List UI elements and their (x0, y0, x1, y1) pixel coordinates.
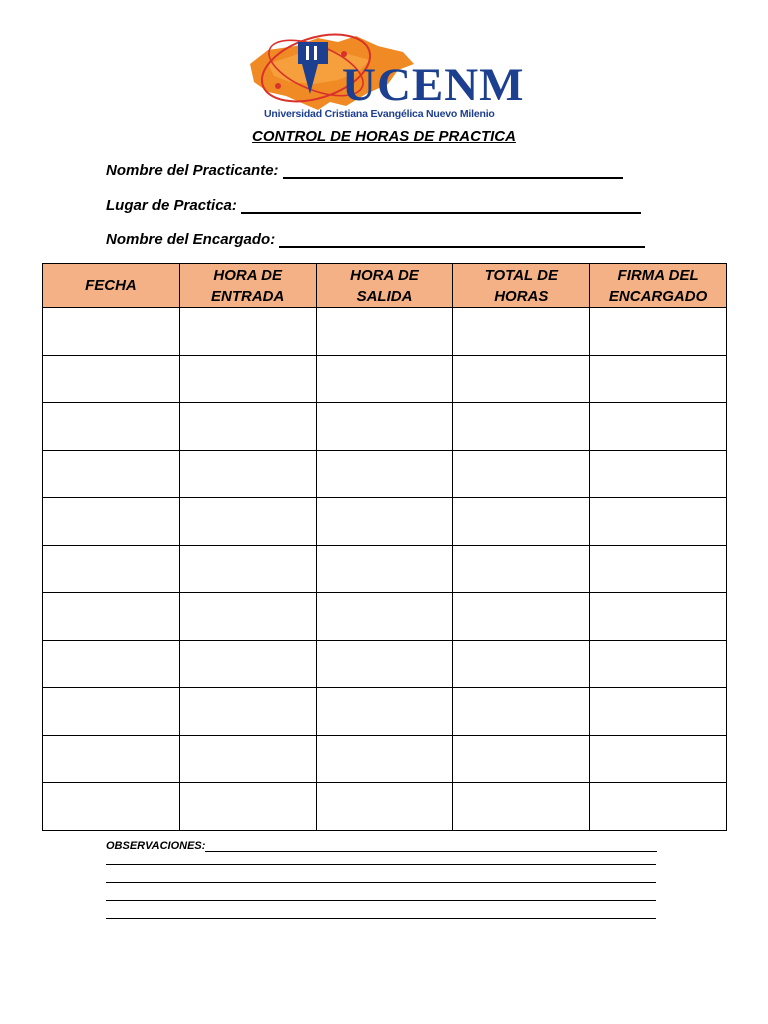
lugar-practica-field (106, 197, 641, 214)
table-row (43, 688, 727, 736)
cell-hora-entrada[interactable] (179, 545, 316, 593)
cell-total-horas[interactable] (453, 688, 590, 736)
cell-hora-entrada[interactable] (179, 450, 316, 498)
cell-hora-entrada[interactable] (179, 308, 316, 356)
cell-hora-salida[interactable] (316, 593, 453, 641)
cell-hora-salida[interactable] (316, 545, 453, 593)
cell-hora-salida[interactable] (316, 450, 453, 498)
table-row (43, 498, 727, 546)
cell-fecha[interactable] (43, 498, 180, 546)
cell-total-horas[interactable] (453, 498, 590, 546)
observations-line[interactable] (106, 918, 656, 919)
table-header-row (43, 264, 727, 308)
cell-fecha[interactable] (43, 403, 180, 451)
cell-fecha[interactable] (43, 783, 180, 831)
table-row (43, 545, 727, 593)
header-hora-salida: HORA DE SALIDA (316, 264, 453, 308)
table-row (43, 403, 727, 451)
cell-hora-salida[interactable] (316, 783, 453, 831)
cell-hora-salida[interactable] (316, 735, 453, 783)
cell-firma-encargado[interactable] (590, 308, 727, 356)
table-body (43, 308, 727, 831)
cell-hora-entrada[interactable] (179, 498, 316, 546)
practicante-name-field (106, 162, 623, 179)
cell-total-horas[interactable] (453, 355, 590, 403)
cell-hora-entrada[interactable] (179, 640, 316, 688)
cell-firma-encargado[interactable] (590, 450, 727, 498)
logo-acronym: UCENM (342, 59, 525, 111)
cell-total-horas[interactable] (453, 735, 590, 783)
cell-hora-salida[interactable] (316, 640, 453, 688)
cell-total-horas[interactable] (453, 545, 590, 593)
cell-firma-encargado[interactable] (590, 688, 727, 736)
logo-university-name: Universidad Cristiana Evangélica Nuevo Milenio (264, 108, 495, 120)
table-row (43, 640, 727, 688)
hours-table (42, 263, 727, 831)
header-hora-entrada: HORA DE ENTRADA (179, 264, 316, 308)
observations-line[interactable] (106, 864, 656, 865)
cell-hora-entrada[interactable] (179, 593, 316, 641)
header-total-horas: TOTAL DE HORAS (453, 264, 590, 308)
cell-hora-entrada[interactable] (179, 403, 316, 451)
cell-fecha[interactable] (43, 688, 180, 736)
encargado-name-blank[interactable] (279, 232, 645, 248)
encargado-name-label: Nombre del Encargado: (106, 231, 276, 248)
cell-fecha[interactable] (43, 593, 180, 641)
cell-fecha[interactable] (43, 545, 180, 593)
cell-total-horas[interactable] (453, 450, 590, 498)
observations-label: OBSERVACIONES: (106, 840, 206, 852)
cell-fecha[interactable] (43, 450, 180, 498)
cell-hora-salida[interactable] (316, 355, 453, 403)
encargado-name-field (106, 231, 645, 248)
lugar-practica-blank[interactable] (241, 198, 641, 214)
cell-firma-encargado[interactable] (590, 403, 727, 451)
form-title: CONTROL DE HORAS DE PRACTICA (252, 128, 516, 145)
cell-hora-salida[interactable] (316, 308, 453, 356)
cell-hora-salida[interactable] (316, 403, 453, 451)
cell-total-horas[interactable] (453, 640, 590, 688)
cell-firma-encargado[interactable] (590, 545, 727, 593)
cell-firma-encargado[interactable] (590, 593, 727, 641)
cell-total-horas[interactable] (453, 593, 590, 641)
lugar-practica-label: Lugar de Practica: (106, 197, 237, 214)
cell-firma-encargado[interactable] (590, 355, 727, 403)
practicante-name-label: Nombre del Practicante: (106, 162, 279, 179)
table-row (43, 593, 727, 641)
cell-fecha[interactable] (43, 355, 180, 403)
table-row (43, 355, 727, 403)
cell-fecha[interactable] (43, 735, 180, 783)
table-row (43, 783, 727, 831)
cell-firma-encargado[interactable] (590, 498, 727, 546)
cell-hora-salida[interactable] (316, 498, 453, 546)
header-firma-encargado: FIRMA DEL ENCARGADO (590, 264, 727, 308)
table-row (43, 450, 727, 498)
cell-hora-entrada[interactable] (179, 783, 316, 831)
practicante-name-blank[interactable] (283, 163, 623, 179)
cell-total-horas[interactable] (453, 783, 590, 831)
observations-blank[interactable] (205, 840, 657, 852)
observations-line[interactable] (106, 900, 656, 901)
cell-firma-encargado[interactable] (590, 783, 727, 831)
header-fecha: FECHA (43, 264, 180, 308)
observations-field (106, 840, 657, 852)
cell-hora-entrada[interactable] (179, 688, 316, 736)
cell-fecha[interactable] (43, 640, 180, 688)
cell-total-horas[interactable] (453, 308, 590, 356)
cell-total-horas[interactable] (453, 403, 590, 451)
cell-hora-salida[interactable] (316, 688, 453, 736)
cell-hora-entrada[interactable] (179, 355, 316, 403)
cell-fecha[interactable] (43, 308, 180, 356)
observations-line[interactable] (106, 882, 656, 883)
cell-firma-encargado[interactable] (590, 640, 727, 688)
cell-firma-encargado[interactable] (590, 735, 727, 783)
table-row (43, 735, 727, 783)
ucenm-logo (238, 24, 525, 124)
cell-hora-entrada[interactable] (179, 735, 316, 783)
table-row (43, 308, 727, 356)
